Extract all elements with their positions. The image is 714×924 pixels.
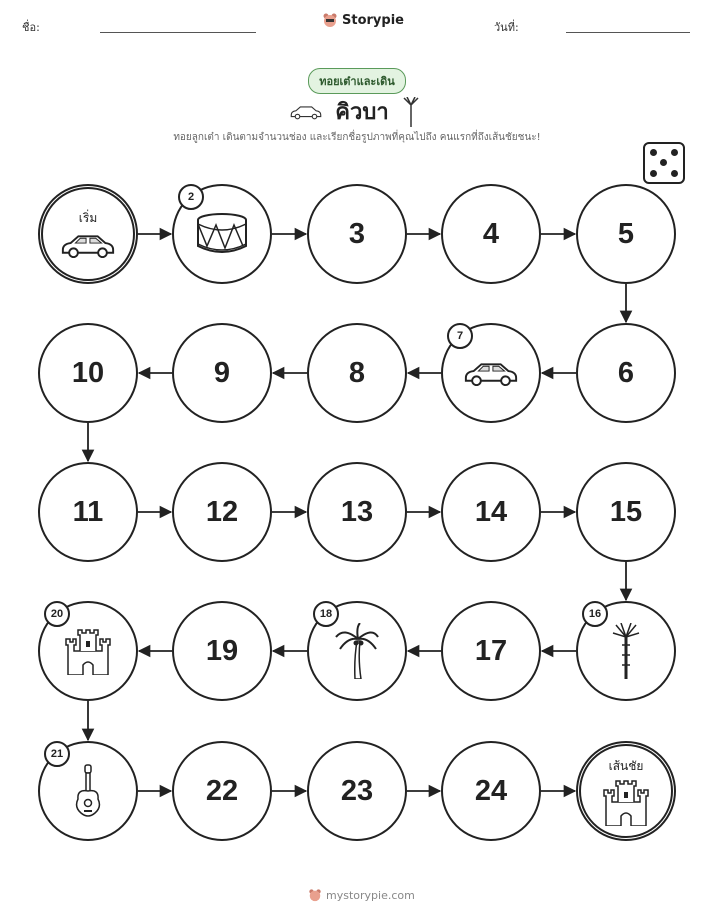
board-space-16[interactable] <box>576 601 676 701</box>
board-space-19[interactable] <box>172 601 272 701</box>
board-space-17[interactable] <box>441 601 541 701</box>
space-number-badge: 20 <box>44 601 70 627</box>
space-number-badge: 16 <box>582 601 608 627</box>
board-space-14[interactable] <box>441 462 541 562</box>
page-title: คิวบา <box>335 100 389 125</box>
space-number: 11 <box>72 495 104 528</box>
space-number-badge: 2 <box>178 184 204 210</box>
footer-url[interactable]: mystorypie.com <box>326 888 415 902</box>
game-type-badge: ทอยเต๋าและเดิน <box>308 68 406 94</box>
board-space-12[interactable] <box>172 462 272 562</box>
board-space-22[interactable] <box>172 741 272 841</box>
instructions: ทอยลูกเต๋า เดินตามจำนวนช่อง และเรียกชื่อรูปภาพที่คุณไปถึง คนแรกที่ถึงเส้นชัยชนะ! <box>173 132 541 143</box>
name-label: ชื่อ: <box>22 21 40 34</box>
board-space-9[interactable] <box>172 323 272 423</box>
castle-icon <box>64 627 112 675</box>
board-space-21[interactable] <box>38 741 138 841</box>
finish-label: เส้นชัย <box>608 758 644 773</box>
board-space-11[interactable] <box>38 462 138 562</box>
space-number: 6 <box>617 356 635 389</box>
board-space-8[interactable] <box>307 323 407 423</box>
space-number: 9 <box>213 356 231 389</box>
space-number: 22 <box>205 774 239 807</box>
space-number-badge: 18 <box>313 601 339 627</box>
board-space-3[interactable] <box>307 184 407 284</box>
space-number: 15 <box>609 495 643 528</box>
space-number: 13 <box>340 495 374 528</box>
space-number: 17 <box>474 634 508 667</box>
car-icon <box>59 230 117 260</box>
board-space-5[interactable] <box>576 184 676 284</box>
board-space-4[interactable] <box>441 184 541 284</box>
board-space-13[interactable] <box>307 462 407 562</box>
date-label: วันที่: <box>494 21 519 34</box>
drum-icon <box>195 212 249 256</box>
space-number: 23 <box>340 774 374 807</box>
sugarcane-icon <box>611 623 641 679</box>
space-number: 24 <box>474 774 508 807</box>
space-number: 5 <box>617 217 635 250</box>
castle-icon <box>602 778 650 826</box>
palm-icon <box>334 623 380 679</box>
board-space-18[interactable] <box>307 601 407 701</box>
space-number: 19 <box>205 634 239 667</box>
guitar-icon <box>71 763 105 819</box>
start-label: เริ่ม <box>78 210 98 225</box>
board-space-2[interactable] <box>172 184 272 284</box>
brand-name: Storypie <box>342 12 404 28</box>
board-space-6[interactable] <box>576 323 676 423</box>
finish-space[interactable] <box>576 741 676 841</box>
start-space[interactable] <box>38 184 138 284</box>
board-space-15[interactable] <box>576 462 676 562</box>
board-space-10[interactable] <box>38 323 138 423</box>
car-icon <box>462 358 520 388</box>
space-number: 3 <box>348 217 366 250</box>
space-number: 8 <box>348 356 366 389</box>
space-number: 10 <box>71 356 105 389</box>
space-number-badge: 21 <box>44 741 70 767</box>
board-space-7[interactable] <box>441 323 541 423</box>
board-space-24[interactable] <box>441 741 541 841</box>
footer <box>308 888 415 902</box>
bear-icon <box>308 888 322 902</box>
board-space-20[interactable] <box>38 601 138 701</box>
space-number: 12 <box>205 495 239 528</box>
space-number-badge: 7 <box>447 323 473 349</box>
space-number: 14 <box>474 495 508 528</box>
board-space-23[interactable] <box>307 741 407 841</box>
space-number: 4 <box>482 217 500 250</box>
